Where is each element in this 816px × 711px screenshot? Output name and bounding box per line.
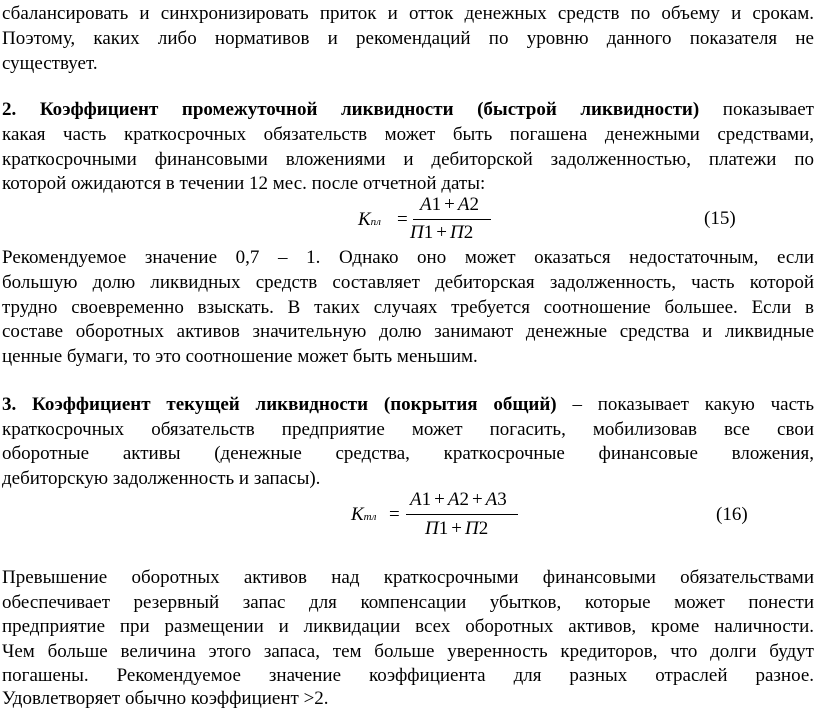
text-line: дебиторскую задолженность и запасы). <box>2 468 321 489</box>
text-line: Превышение оборотных активов над краткосрочными финансовыми обязательствами <box>2 567 814 588</box>
text-line: большую долю ликвидных средств составляет дебиторская задолженность, часть которой <box>2 272 814 293</box>
text-line: Рекомендуемое значение 0,7 – 1. Однако оно может оказаться недостаточным, если <box>2 247 814 268</box>
formula-denominator: П1 + П2 <box>425 518 489 539</box>
section-3-heading-line <box>2 393 814 417</box>
text-line: ценные бумаги, то это соотношение может быть меньшим. <box>2 346 478 367</box>
section-3-heading: 3. Коэффициент текущей ликвидности (покрытия общий) <box>2 394 557 415</box>
formula-lhs: Кпл <box>358 209 381 230</box>
text-line: которой ожидаются в течении 12 мес. после отчетной даты: <box>2 173 486 194</box>
equation-number: (15) <box>704 208 736 229</box>
formula-subscript: пл <box>370 216 381 228</box>
text-line: предприятие при размещении и ликвидации всех оборотных активов, кроме наличности. <box>2 616 814 637</box>
fraction-bar <box>406 514 518 515</box>
text-line: составе оборотных активов значительную долю занимают денежные средства и ликвидные <box>2 321 814 342</box>
text-line: Поэтому, каких либо нормативов и рекомендаций по уровню данного показателя не <box>2 28 814 49</box>
fraction-bar <box>413 219 491 220</box>
text-line: Чем больше величина этого запаса, тем больше уверенность кредиторов, что долги будут <box>2 641 814 662</box>
text-line: погашены. Рекомендуемое значение коэффициента для разных отраслей разное. <box>2 665 814 686</box>
text-fragment: показывает <box>699 99 814 120</box>
text-line: краткосрочных обязательств предприятие может погасить, мобилизовав все свои <box>2 419 814 440</box>
formula-numerator: А1 + А2 <box>420 194 479 215</box>
section-2-heading-line <box>2 98 814 122</box>
equation-number: (16) <box>716 504 748 525</box>
text-line: какая часть краткосрочных обязательств может быть погашена денежными средствами, <box>2 124 814 145</box>
formula-subscript: тл <box>363 511 377 523</box>
text-line: оборотные активы (денежные средства, краткосрочные финансовые вложения, <box>2 443 814 464</box>
formula-equals: = <box>397 209 408 230</box>
formula-denominator: П1 + П2 <box>410 222 474 243</box>
text-line: трудно своевременно взыскать. В таких случаях требуется соотношение большее. Если в <box>2 297 814 318</box>
text-line: существует. <box>2 53 98 74</box>
formula-equals: = <box>389 504 400 525</box>
formula-lhs: Ктл <box>351 504 377 525</box>
text-line: обеспечивает резервный запас для компенсации убытков, которые может понести <box>2 592 814 613</box>
text-line: краткосрочными финансовыми вложениями и дебиторской задолженностью, платежи по <box>2 149 814 170</box>
text-line: Удовлетворяет обычно коэффициент >2. <box>2 688 329 709</box>
text-line: сбалансировать и синхронизировать приток и отток денежных средств по объему и срокам. <box>2 3 814 24</box>
formula-numerator: А1 + А2 + А3 <box>410 489 507 510</box>
text-fragment: – показывает какую часть <box>556 394 814 415</box>
section-2-heading: 2. Коэффициент промежуточной ликвидности (быстрой ликвидности) <box>2 99 700 120</box>
